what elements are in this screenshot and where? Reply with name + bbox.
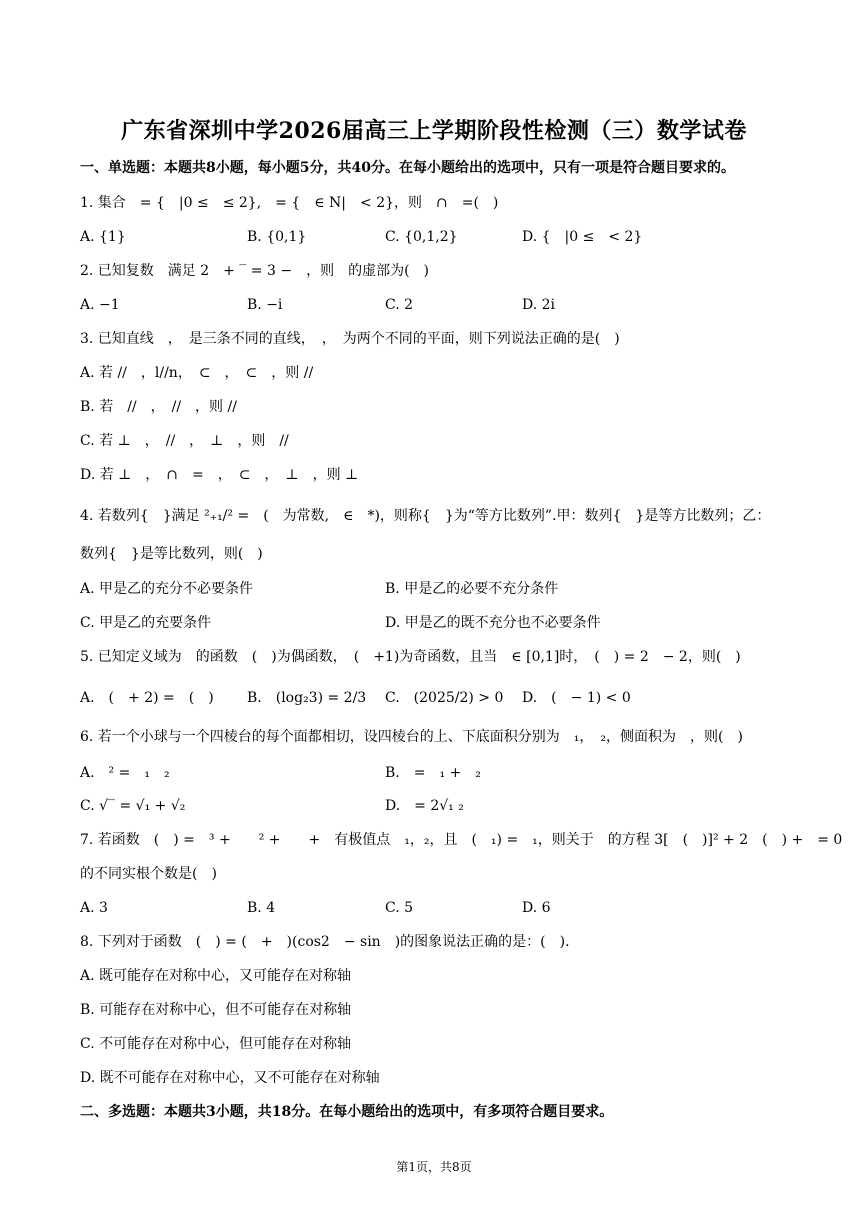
question-8-option-b: B. 可能存在对称中心，但不可能存在对称轴 <box>80 1002 352 1018</box>
question-1-option-a: A. {1} <box>80 229 126 245</box>
question-1-option-c: C. {0,1,2} <box>385 229 458 245</box>
question-6-stem: 6. 若一个小球与一个四棱台的每个面都相切，设四棱台的上、下底面积分别为 ₁， ₂，侧面积为 ，则( ) <box>80 729 743 745</box>
question-8-stem: 8. 下列对于函数 ( ) = ( + )(cos2 − sin )的图象说法正确的是：( ). <box>80 934 570 950</box>
question-6-option-c: C. √‾ = √₁ + √₂ <box>80 798 186 814</box>
question-2-option-b: B. −i <box>247 297 283 313</box>
question-4-stem-line-1: 4. 若数列{ }满足 ²₊₁/² = ( 为常数, ∈ *)，则称{ }为“等方比数列”.甲：数列{ }是等方比数列；乙： <box>80 508 771 524</box>
question-7-stem-line-1: 7. 若函数 ( ) = ³ + ² + + 有极值点 ₁，₂，且 ( ₁) = ₁，则关于 的方程 3[ ( )]² + 2 ( ) + = 0 <box>80 832 843 848</box>
question-6-option-b: B. = ₁ + ₂ <box>385 765 481 781</box>
section-heading-single-choice: 一、单选题：本题共8小题，每小题5分，共40分。在每小题给出的选项中，只有一项是符合题目要求的。 <box>80 160 735 176</box>
question-1-option-b: B. {0,1} <box>247 229 307 245</box>
question-8-option-a: A. 既可能存在对称中心，又可能存在对称轴 <box>80 968 352 984</box>
question-3-stem: 3. 已知直线 ， 是三条不同的直线， ， 为两个不同的平面，则下列说法正确的是( ) <box>80 331 620 347</box>
question-5-option-c: C. (2025/2) > 0 <box>385 690 504 706</box>
question-1-option-d: D. { |0 ≤ < 2} <box>522 229 643 245</box>
question-5-option-d: D. ( − 1) < 0 <box>522 690 631 706</box>
question-5-stem: 5. 已知定义域为 的函数 ( )为偶函数， ( +1)为奇函数，且当 ∈ [0,1]时， ( ) = 2 − 2，则( ) <box>80 649 741 665</box>
question-2-option-d: D. 2i <box>522 297 556 313</box>
question-3-option-a: A. 若 // ，l//n， ⊂ ， ⊂ ，则 // <box>80 365 314 381</box>
question-5-option-a: A. ( + 2) = ( ) <box>80 690 214 706</box>
question-7-option-c: C. 5 <box>385 900 414 916</box>
question-2-stem: 2. 已知复数 满足 2 + ‾ = 3 − ，则 的虚部为( ) <box>80 263 429 279</box>
question-7-option-b: B. 4 <box>247 900 276 916</box>
question-4-stem-line-2: 数列{ }是等比数列，则( ) <box>80 546 263 562</box>
question-4-option-c: C. 甲是乙的充要条件 <box>80 615 212 631</box>
question-7-option-a: A. 3 <box>80 900 108 916</box>
question-3-option-b: B. 若 // ， // ，则 // <box>80 399 237 415</box>
question-2-option-c: C. 2 <box>385 297 414 313</box>
question-6-option-a: A. ² = ₁ ₂ <box>80 765 170 781</box>
page-footer: 第1页，共8页 <box>396 1160 472 1174</box>
question-6-option-d: D. = 2√₁ ₂ <box>385 798 464 814</box>
question-8-option-d: D. 既不可能存在对称中心，又不可能存在对称轴 <box>80 1070 380 1086</box>
section-heading-multiple-choice: 二、多选题：本题共3小题，共18分。在每小题给出的选项中，有多项符合题目要求。 <box>80 1104 614 1120</box>
question-4-option-a: A. 甲是乙的充分不必要条件 <box>80 581 254 597</box>
question-3-option-c: C. 若 ⊥ ， // ， ⊥ ，则 // <box>80 433 289 449</box>
question-4-option-d: D. 甲是乙的既不充分也不必要条件 <box>385 615 601 631</box>
question-2-option-a: A. −1 <box>80 297 120 313</box>
question-5-option-b: B. (log₂3) = 2/3 <box>247 690 367 706</box>
question-4-option-b: B. 甲是乙的必要不充分条件 <box>385 581 559 597</box>
question-1-stem: 1. 集合 = { |0 ≤ ≤ 2}, = { ∈ N| < 2}，则 ∩ =( ) <box>80 195 499 211</box>
question-7-stem-line-2: 的不同实根个数是( ) <box>80 866 217 882</box>
question-8-option-c: C. 不可能存在对称中心，但可能存在对称轴 <box>80 1036 352 1052</box>
question-7-option-d: D. 6 <box>522 900 551 916</box>
page-title: 广东省深圳中学2026届高三上学期阶段性检测（三）数学试卷 <box>121 118 747 144</box>
question-3-option-d: D. 若 ⊥ ， ∩ = ， ⊂ ， ⊥ ，则 ⊥ <box>80 467 359 483</box>
